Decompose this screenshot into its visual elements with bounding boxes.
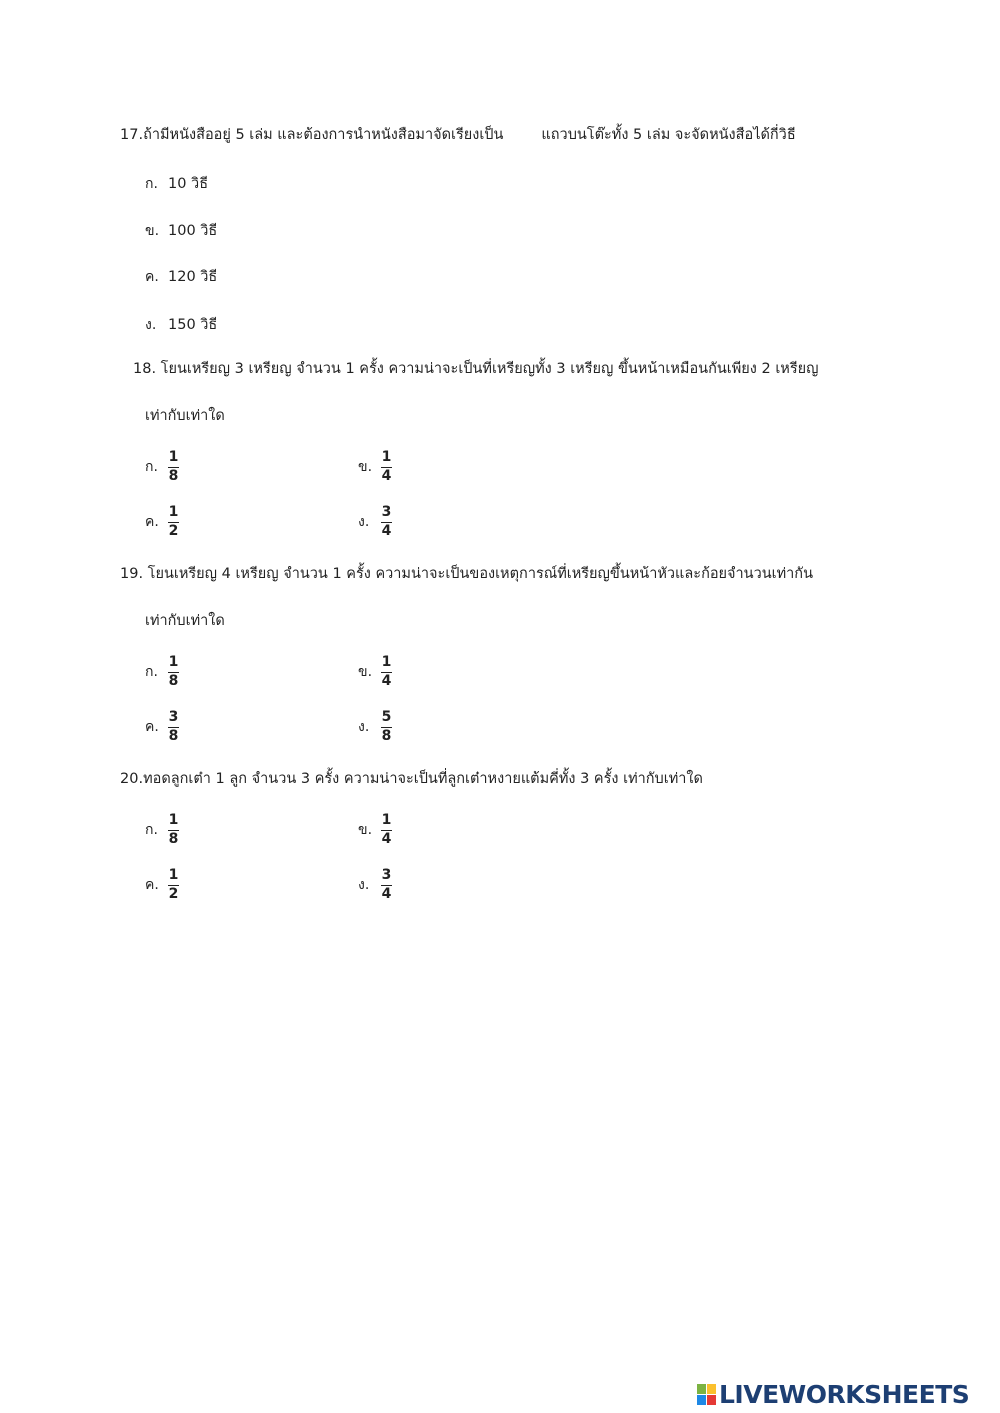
option-d[interactable] — [358, 710, 392, 744]
numerator: 3 — [381, 504, 392, 520]
option-d[interactable] — [145, 313, 217, 336]
numerator: 5 — [381, 709, 392, 725]
option-label: ข. — [358, 822, 373, 838]
question-text: โยนเหรียญ 4 เหรียญ จำนวน 1 ครั้ง ความน่าจะเป็นของเหตุการณ์ที่เหรียญขึ้นหน้าหัวและก้อยจำนวนเท่ากัน — [147, 566, 814, 582]
fraction — [381, 450, 392, 484]
numerator: 3 — [381, 867, 392, 883]
denominator: 8 — [168, 728, 179, 744]
option-b[interactable] — [358, 450, 392, 484]
fraction — [168, 505, 179, 539]
numerator: 1 — [168, 812, 179, 828]
option-label: ค. — [145, 877, 159, 893]
option-label: ง. — [358, 719, 370, 735]
option-d[interactable] — [358, 505, 392, 539]
option-value: 120 วิธี — [168, 269, 218, 285]
question-text: ทอดลูกเต๋า 1 ลูก จำนวน 3 ครั้ง ความน่าจะเป็นที่ลูกเต๋าหงายแต้มคี่ทั้ง 3 ครั้ง เท่ากับเท่าใด — [143, 771, 703, 787]
fraction — [381, 868, 392, 902]
question-19 — [120, 564, 813, 584]
numerator: 3 — [168, 709, 179, 725]
question-number: 18. — [133, 361, 157, 377]
option-value: 100 วิธี — [168, 223, 218, 239]
option-label: ข. — [358, 664, 373, 680]
option-label: ข. — [145, 222, 160, 239]
fraction — [381, 655, 392, 689]
question-text-cont: เท่ากับเท่าใด — [145, 613, 225, 629]
denominator: 4 — [381, 886, 392, 902]
denominator: 4 — [381, 831, 392, 847]
fraction — [168, 813, 179, 847]
option-value: 10 วิธี — [168, 176, 209, 192]
option-b[interactable] — [358, 655, 392, 689]
option-label: ค. — [145, 719, 159, 735]
option-value: 150 วิธี — [168, 317, 218, 333]
option-c[interactable] — [145, 265, 217, 288]
denominator: 8 — [381, 728, 392, 744]
option-c[interactable] — [145, 710, 179, 744]
question-number: 17. — [120, 127, 144, 143]
question-text: โยนเหรียญ 3 เหรียญ จำนวน 1 ครั้ง ความน่าจะเป็นที่เหรียญทั้ง 3 เหรียญ ขึ้นหน้าเหมือนกันเพียง 2 เหรียญ — [160, 361, 819, 377]
option-a[interactable] — [145, 172, 208, 195]
denominator: 4 — [381, 468, 392, 484]
option-label: ข. — [358, 459, 373, 475]
numerator: 1 — [381, 449, 392, 465]
fraction — [381, 505, 392, 539]
option-c[interactable] — [145, 505, 179, 539]
question-text: ถ้ามีหนังสืออยู่ 5 เล่ม และต้องการนำหนังสือมาจัดเรียงเป็น — [143, 127, 504, 143]
numerator: 1 — [168, 654, 179, 670]
option-b[interactable] — [358, 813, 392, 847]
fraction — [168, 710, 179, 744]
option-a[interactable] — [145, 655, 179, 689]
denominator: 8 — [168, 831, 179, 847]
fraction — [381, 710, 392, 744]
fraction — [381, 813, 392, 847]
liveworksheets-logo — [697, 1380, 969, 1409]
numerator: 1 — [168, 504, 179, 520]
option-label: ก. — [145, 459, 158, 475]
option-label: ง. — [358, 514, 370, 530]
option-a[interactable] — [145, 450, 179, 484]
numerator: 1 — [381, 654, 392, 670]
fraction — [168, 868, 179, 902]
denominator: 2 — [168, 886, 179, 902]
option-label: ง. — [358, 877, 370, 893]
numerator: 1 — [168, 867, 179, 883]
question-18 — [133, 359, 818, 379]
option-label: ก. — [145, 822, 158, 838]
denominator: 4 — [381, 523, 392, 539]
fraction — [168, 655, 179, 689]
option-label: ง. — [145, 316, 157, 333]
question-number: 19. — [120, 566, 144, 582]
numerator: 1 — [381, 812, 392, 828]
logo-tiles-icon — [697, 1384, 716, 1405]
numerator: 1 — [168, 449, 179, 465]
denominator: 8 — [168, 673, 179, 689]
option-label: ก. — [145, 664, 158, 680]
denominator: 2 — [168, 523, 179, 539]
question-20 — [120, 769, 703, 789]
question-text-cont: แถวบนโต๊ะทั้ง 5 เล่ม จะจัดหนังสือได้กี่วิธี — [541, 127, 796, 143]
fraction — [168, 450, 179, 484]
question-17 — [120, 125, 796, 145]
question-number: 20. — [120, 771, 144, 787]
option-label: ก. — [145, 175, 158, 192]
option-d[interactable] — [358, 868, 392, 902]
option-label: ค. — [145, 268, 159, 285]
denominator: 4 — [381, 673, 392, 689]
option-b[interactable] — [145, 219, 217, 242]
option-label: ค. — [145, 514, 159, 530]
denominator: 8 — [168, 468, 179, 484]
option-c[interactable] — [145, 868, 179, 902]
logo-text: LIVEWORKSHEETS — [719, 1380, 970, 1409]
question-text-cont: เท่ากับเท่าใด — [145, 408, 225, 424]
option-a[interactable] — [145, 813, 179, 847]
